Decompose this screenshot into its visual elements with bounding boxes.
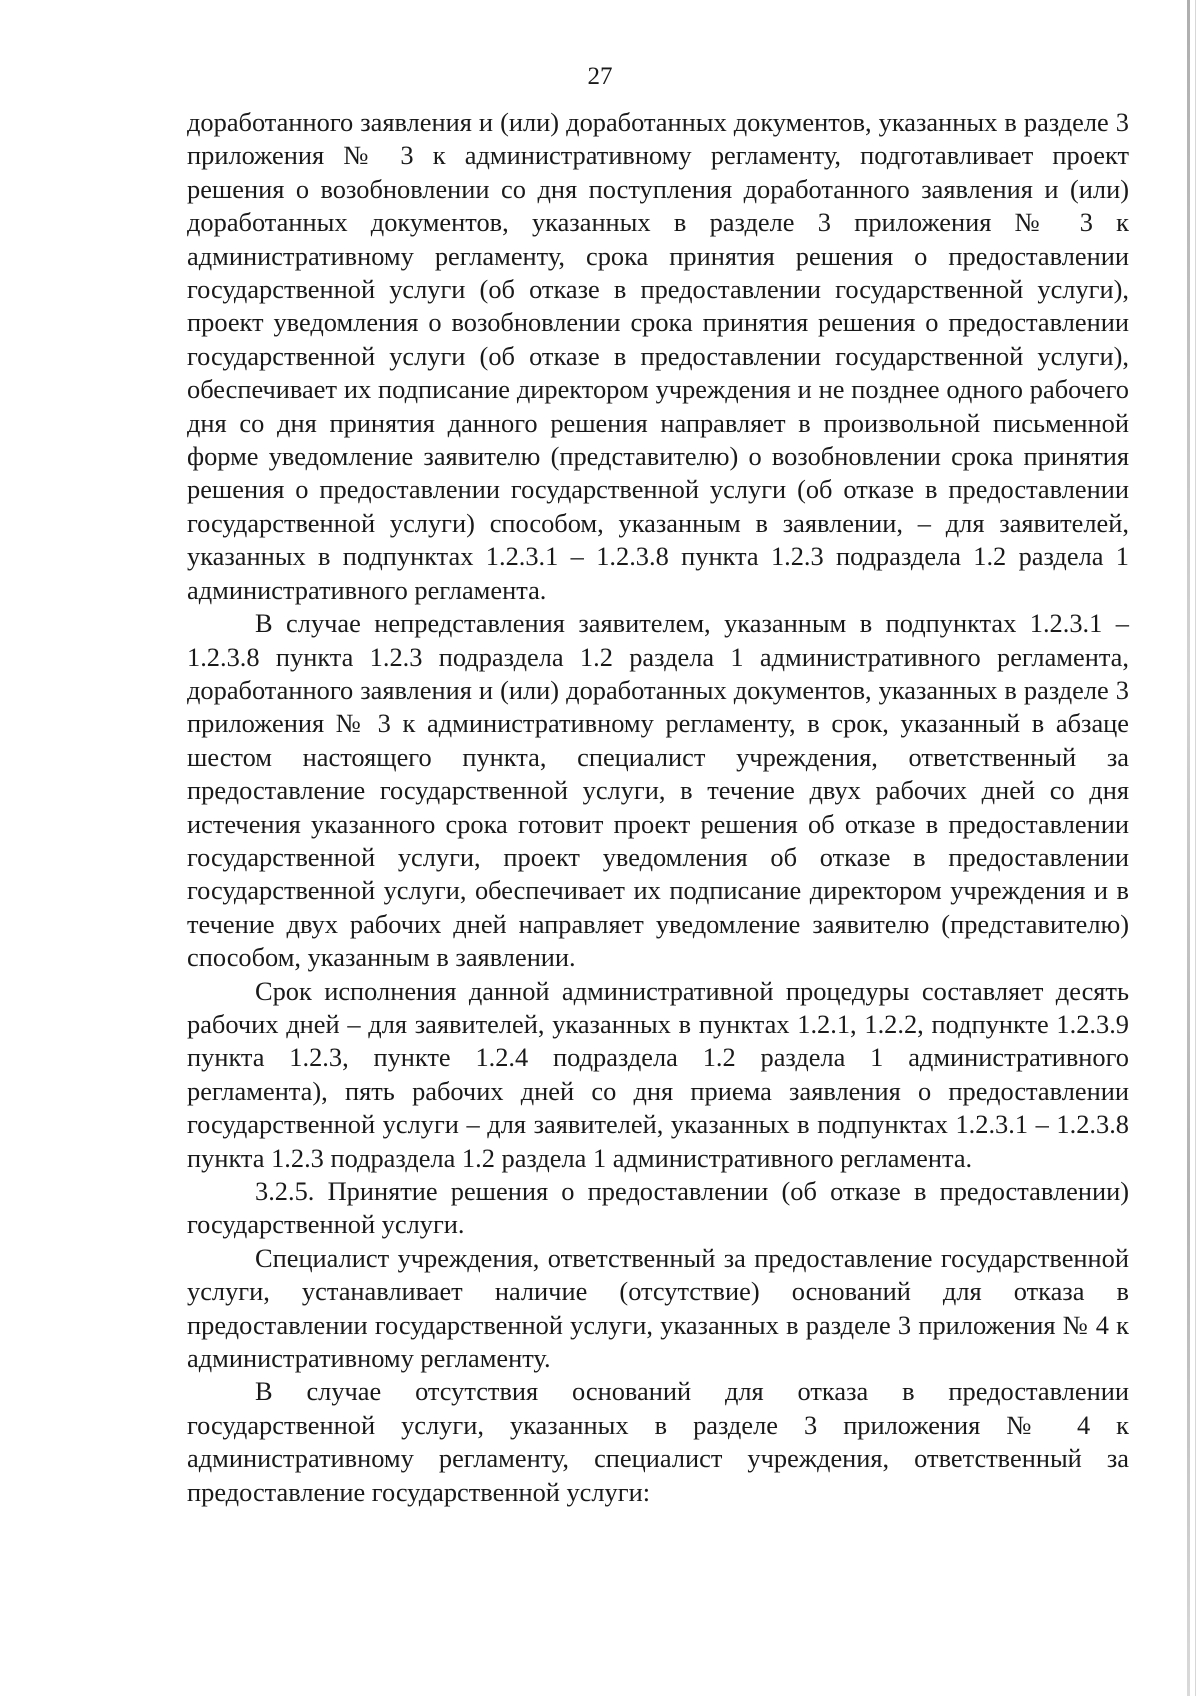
paragraph: Специалист учреждения, ответственный за предоставление государственной услуги, устанавливает наличие (отсутствие) оснований для отказа в предоставлении государственной услуги, указанных в разделе 3 приложения № 4 к административному регламенту. [187,1242,1129,1374]
section-heading-3-2-5: 3.2.5. Принятие решения о предоставлении (об отказе в предоставлении) государственной услуги. [187,1176,1129,1240]
paragraph: В случае отсутствия оснований для отказа в предоставлении государственной услуги, указанных в разделе 3 приложения № 4 к административному регламенту, специалист учреждения, ответственный за предоставление государственной услуги: [187,1376,1129,1507]
scan-edge-shadow [1187,0,1190,1696]
document-body [187,106,1129,1509]
paragraph: В случае непредставления заявителем, указанным в подпунктах 1.2.3.1 – 1.2.3.8 пункта 1.2.3 подраздела 1.2 раздела 1 административного регламента, доработанного заявления и (или) доработанных документов, указанных в разделе 3 приложения № 3 к административному регламенту, в срок, указанный в абзаце шестом настоящего пункта, специалист учреждения, ответственный за предоставление государственной услуги, в течение двух рабочих дней со дня истечения указанного срока готовит проект решения об отказе в предоставлении государственной услуги, проект уведомления об отказе в предоставлении государственной услуги, обеспечивает их подписание директором учреждения и в течение двух рабочих дней направляет уведомление заявителю (представителю) способом, указанным в заявлении. [187,608,1129,973]
page-number: 27 [587,63,613,90]
scan-edge-line [1195,0,1196,1696]
paragraph: доработанного заявления и (или) доработанных документов, указанных в разделе 3 приложения № 3 к административному регламенту, подготавливает проект решения о возобновлении со дня поступления доработанного заявления и (или) доработанных документов, указанных в разделе 3 приложения № 3 к административному регламенту, срока принятия решения о предоставлении государственной услуги (об отказе в предоставлении государственной услуги), проект уведомления о возобновлении срока принятия решения о предоставлении государственной услуги (об отказе в предоставлении государственной услуги), обеспечивает их подписание директором учреждения и не позднее одного рабочего дня со дня принятия данного решения направляет в произвольной письменной форме уведомление заявителю (представителю) о возобновлении срока принятия решения о предоставлении государственной услуги (об отказе в предоставлении государственной услуги) способом, указанным в заявлении, – для заявителей, указанных в подпунктах 1.2.3.1 – 1.2.3.8 пункта 1.2.3 подраздела 1.2 раздела 1 административного регламента. [187,107,1129,605]
paragraph: Срок исполнения данной административной процедуры составляет десять рабочих дней – для заявителей, указанных в пунктах 1.2.1, 1.2.2, подпункте 1.2.3.9 пункта 1.2.3, пункте 1.2.4 подраздела 1.2 раздела 1 административного регламента), пять рабочих дней со дня приема заявления о предоставлении государственной услуги – для заявителей, указанных в подпунктах 1.2.3.1 – 1.2.3.8 пункта 1.2.3 подраздела 1.2 раздела 1 административного регламента. [187,975,1129,1173]
